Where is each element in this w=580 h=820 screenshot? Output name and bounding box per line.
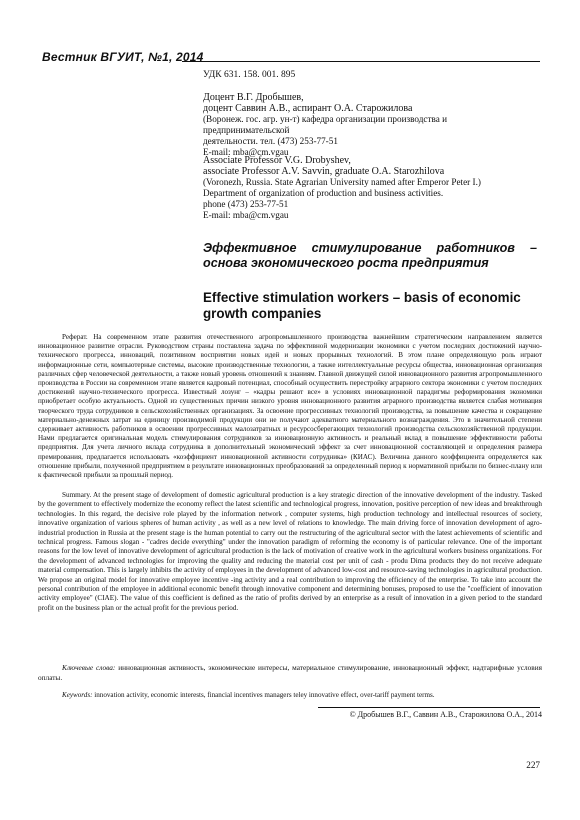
article-title-en: Effective stimulation workers – basis of economic growth companies xyxy=(203,290,521,321)
affiliation-line: Department of organization of production and business activities. xyxy=(203,188,444,198)
author-line: доцент Саввин А.В., аспирант О.А. Старожилова xyxy=(203,103,413,114)
copyright-rule xyxy=(318,707,540,708)
copyright: © Дробышев В.Г., Саввин А.В., Старожилова О.А., 2014 xyxy=(349,710,542,719)
keywords-text: innovation activity, economic interests, financial incentives managers teley innovative effect, over-tariff payment terms. xyxy=(94,691,435,699)
keywords-label: Keywords: xyxy=(62,691,93,699)
keywords-en xyxy=(38,691,542,700)
page-number: 227 xyxy=(526,760,540,770)
affiliation-line: (Воронеж. гос. агр. ун-т) кафедра организации производства и предпринимательской xyxy=(203,114,448,135)
abstract-ru: Реферат. На современном этапе развития отечественного агропромышленного производства важнейшим стратегическим направлением является инновационное развитие отрасли. Руководством страны поставлена задача по эффективной модернизации экономики с учетом последних достижений научно-технического прогресса, инноваций, позитивном восприятии новых идей и новых прорывных технологий. В этом плане определяющую роль играют информационные сети, компьютерные системы, высокие производственные технологии, а также интеллектуальные ресурсы общества, инновационная организация различных сфер человеческой деятельности, а также новый уровень отношений к знаниям. Главной движущей силой инновационного развития агропромышленного производства в России на современном этапе является кадровый потенциал, способный осуществить перестройку аграрного сектора экономики с учетом последних достижений научно-технического прогресса. Известный лозунг – «кадры решают все» в условиях инновационной парадигмы реформирования экономики приобретает особую актуальность. Одной из существенных причин низкого уровня инновационного развития аграрного производства является слабая мотивация творческого труда сотрудников в сельскохозяйственных организациях. За освоение прогрессивных технологий производства, за повышение качества и сокращение материально-денежных затрат на единицу производимой продукции они не получают адекватного материального вознаграждения. Это в значительной степени сдерживает активность работников в освоении прогрессивных малозатратных и ресурсосберегающих технологий производства сельскохозяйственной продукции. Нами предлагается оригинальная модель стимулирования сотрудников за инновационную активность и реальный вклад в повышение эффективности работы предприятия. Для учета личного вклада сотрудника в дополнительный экономический эффект за счет инновационной составляющей и определения размера премирования, предлагается использовать «коэффициент инновационной активности сотрудника» (КИАС). Величина данного коэффициента определяется как отношение прибыли, полученной предприятием в результате инновационных преобразований за определенный период к нормативной прибыли по бизнес-плану или к фактической прибыли за прошлый период. xyxy=(38,333,542,480)
affiliation-line: деятельности. тел. (473) 253-77-51 xyxy=(203,136,338,146)
authors-ru xyxy=(203,92,533,158)
author-line: associate Professor A.V. Savvin, graduate O.A. Starozhilova xyxy=(203,166,445,177)
keywords-label: Ключевые слова: xyxy=(62,663,116,672)
article-title-ru: Эффективное стимулирование работников – основа экономического роста предприятия xyxy=(203,241,537,270)
udc-code: УДК 631. 158. 001. 895 xyxy=(203,70,296,80)
journal-header xyxy=(42,50,540,66)
journal-title: Вестник ВГУИТ, №1, 2014 xyxy=(42,50,204,64)
keywords-text: инновационная активность, экономические интересы, материальное стимулирование, инновационный эффект, надтарифные условия оплаты. xyxy=(38,663,543,682)
phone: phone (473) 253-77-51 xyxy=(203,199,289,209)
author-line: Associate Professor V.G. Drobyshev, xyxy=(203,155,351,166)
keywords-ru xyxy=(38,663,542,682)
abstract-en: Summary. At the present stage of development of domestic agricultural production is a key strategic direction of the innovative development of the industry. Tasked by the government to effectively modernize the economy reflect the latest scientific and technological progress, innovation, positive perception of new ideas and breakthrough technologies. In this regard, the decisive role played by the information network , computer systems, high production technology and intellectual resources of society, innovative organization of various spheres of human activity , as well as a new level of relations to knowledge. The main driving force of innovation development of agro-industrial production in Russia at the present stage is the human potential to carry out the restructuring of the agricultural sector with the latest achievements of scientific and technical progress. Famous slogan - "cadres decide everything" under the innovation paradigm of reforming the economy is of particular relevance. One of the important reasons for the low level of innovative development of agricultural production is the lack of motivation of creative work in the agricultural workers business organizations. For the development of advanced technologies for improving the quality and reducing the material cost per unit of cash - produ Dima products they do not receive adequate material compensation. This is largely inhibits the activity of employees in the development of advanced low-cost and resource-saving technologies in agricultural production. We propose an original model for innovative employee incentive -ing activity and a real contribution to improving the efficiency of the enterprise. To take into account the personal contribution of the employee in additional economic benefit through innovative component and determining bonuses, proposed to use the "coefficient of innovation activity employee" (CIAE). The value of this coefficient is defined as the ratio of profits derived by an enterprise as a result of innovation in a given period to the standard profit on the business plan or the actual profit for the previous period. xyxy=(38,491,542,612)
email: E-mail: mba@cm.vgau xyxy=(203,210,289,220)
email: E-mail: mba@cm.vgau xyxy=(203,147,289,157)
authors-en xyxy=(203,155,533,221)
author-line: Доцент В.Г. Дробышев, xyxy=(203,92,304,103)
header-rule xyxy=(182,61,540,62)
affiliation-line: (Voronezh, Russia. State Agrarian University named after Emperor Peter I.) xyxy=(203,177,481,187)
